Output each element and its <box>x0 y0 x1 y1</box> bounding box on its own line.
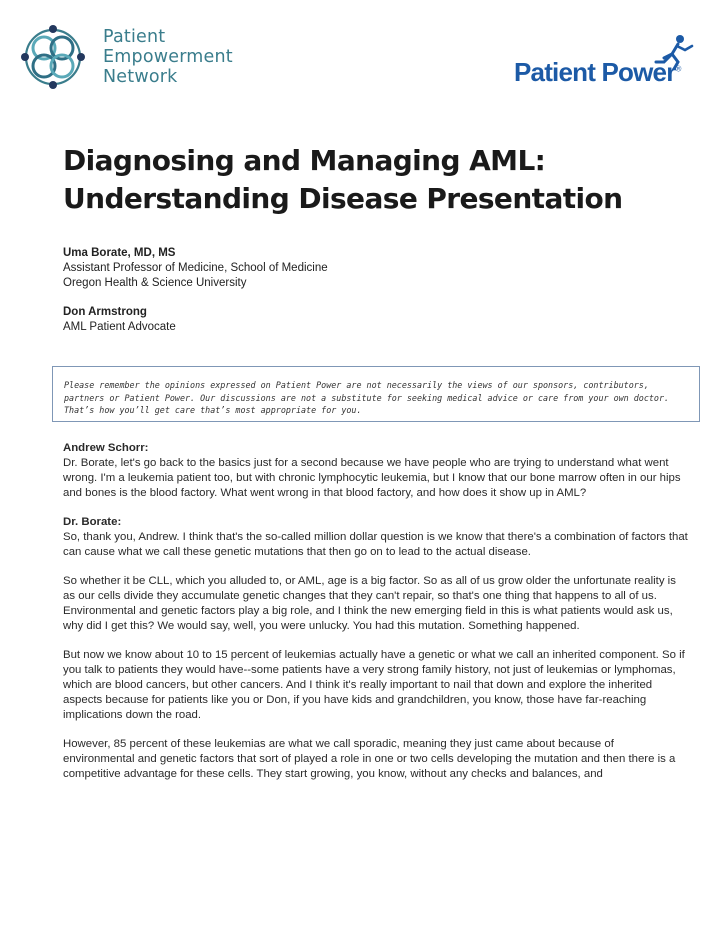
patient-empowerment-network-logo-icon <box>20 24 86 90</box>
speaker-name: Uma Borate, MD, MS <box>63 247 176 259</box>
patient-empowerment-network-wordmark <box>103 27 233 87</box>
transcript-turn <box>63 515 688 782</box>
transcript-paragraph: However, 85 percent of these leukemias are what we call sporadic, meaning they just came about because of environmental and genetic factors that sort of played a role in one or two cells developing the mutation and then there is a competitive advantage for these cells. They start growing, you know, without any checks and balances, and <box>63 738 676 780</box>
transcript-paragraph: Dr. Borate, let's go back to the basics just for a second because we have people who are trying to understand what went wrong. I'm a leukemia patient too, but with chronic lymphocytic leukemia, but I know that our bone marrow often in our hips and bones is the blood factory. What went wrong in that blood factory, and how does it show up in AML? <box>63 457 681 499</box>
speaker-role: AML Patient Advocate <box>63 321 176 333</box>
speaker-role: Oregon Health & Science University <box>63 277 247 289</box>
speaker-block <box>63 246 328 291</box>
patient-power-logo-text: Patient Power <box>514 57 676 87</box>
pen-wordmark-line: Empowerment <box>103 47 233 67</box>
speaker-role: Assistant Professor of Medicine, School of Medicine <box>63 262 328 274</box>
disclaimer-box: Please remember the opinions expressed on Patient Power are not necessarily the views of our sponsors, contributors, partners or Patient Power. Our discussions are not a substitute for seeking medical advice or care from your own doctor. That’s how you’ll get care that’s most appropriate for you. <box>52 366 700 422</box>
transcript-speaker: Dr. Borate: <box>63 516 122 528</box>
transcript-paragraph: So, thank you, Andrew. I think that's the so-called million dollar question is we know that there's a combination of factors that can cause what we call these genetic mutations that then go on to lead to the actual disease. <box>63 531 688 558</box>
transcript <box>63 441 688 796</box>
transcript-speaker: Andrew Schorr: <box>63 442 149 454</box>
document-title <box>63 142 683 218</box>
patient-power-logo <box>514 57 681 88</box>
speaker-name: Don Armstrong <box>63 306 147 318</box>
speaker-list <box>63 246 328 349</box>
pen-wordmark-line: Network <box>103 67 178 87</box>
transcript-paragraph: So whether it be CLL, which you alluded to, or AML, age is a big factor. So as all of us grow older the unfortunate reality is as our cells divide they accumulate genetic changes that they can't repair, so that's one thing that happens to all of us. Environmental and genetic factors play a big role, and I think the new emerging field in this is what patients would ask us, why did I get this? We would say, well, you were unlucky. You had this mutation. Something happened. <box>63 575 676 632</box>
transcript-turn <box>63 441 688 501</box>
speaker-block <box>63 305 328 335</box>
title-line: Understanding Disease Presentation <box>63 182 623 215</box>
pen-wordmark-line: Patient <box>103 27 166 47</box>
transcript-paragraph: But now we know about 10 to 15 percent of leukemias actually have a genetic or what we call an inherited component. So if you talk to patients they would have--some patients have a very strong family history, not just of leukemias or lymphomas, which are blood cancers, but other cancers. And I think it's really important to nail that down and explore the inherited aspects because for patients like you or Don, if you have kids and grandchildren, you know, those have far-reaching implications down the road. <box>63 649 685 721</box>
title-line: Diagnosing and Managing AML: <box>63 144 546 177</box>
registered-mark: ® <box>675 64 681 74</box>
